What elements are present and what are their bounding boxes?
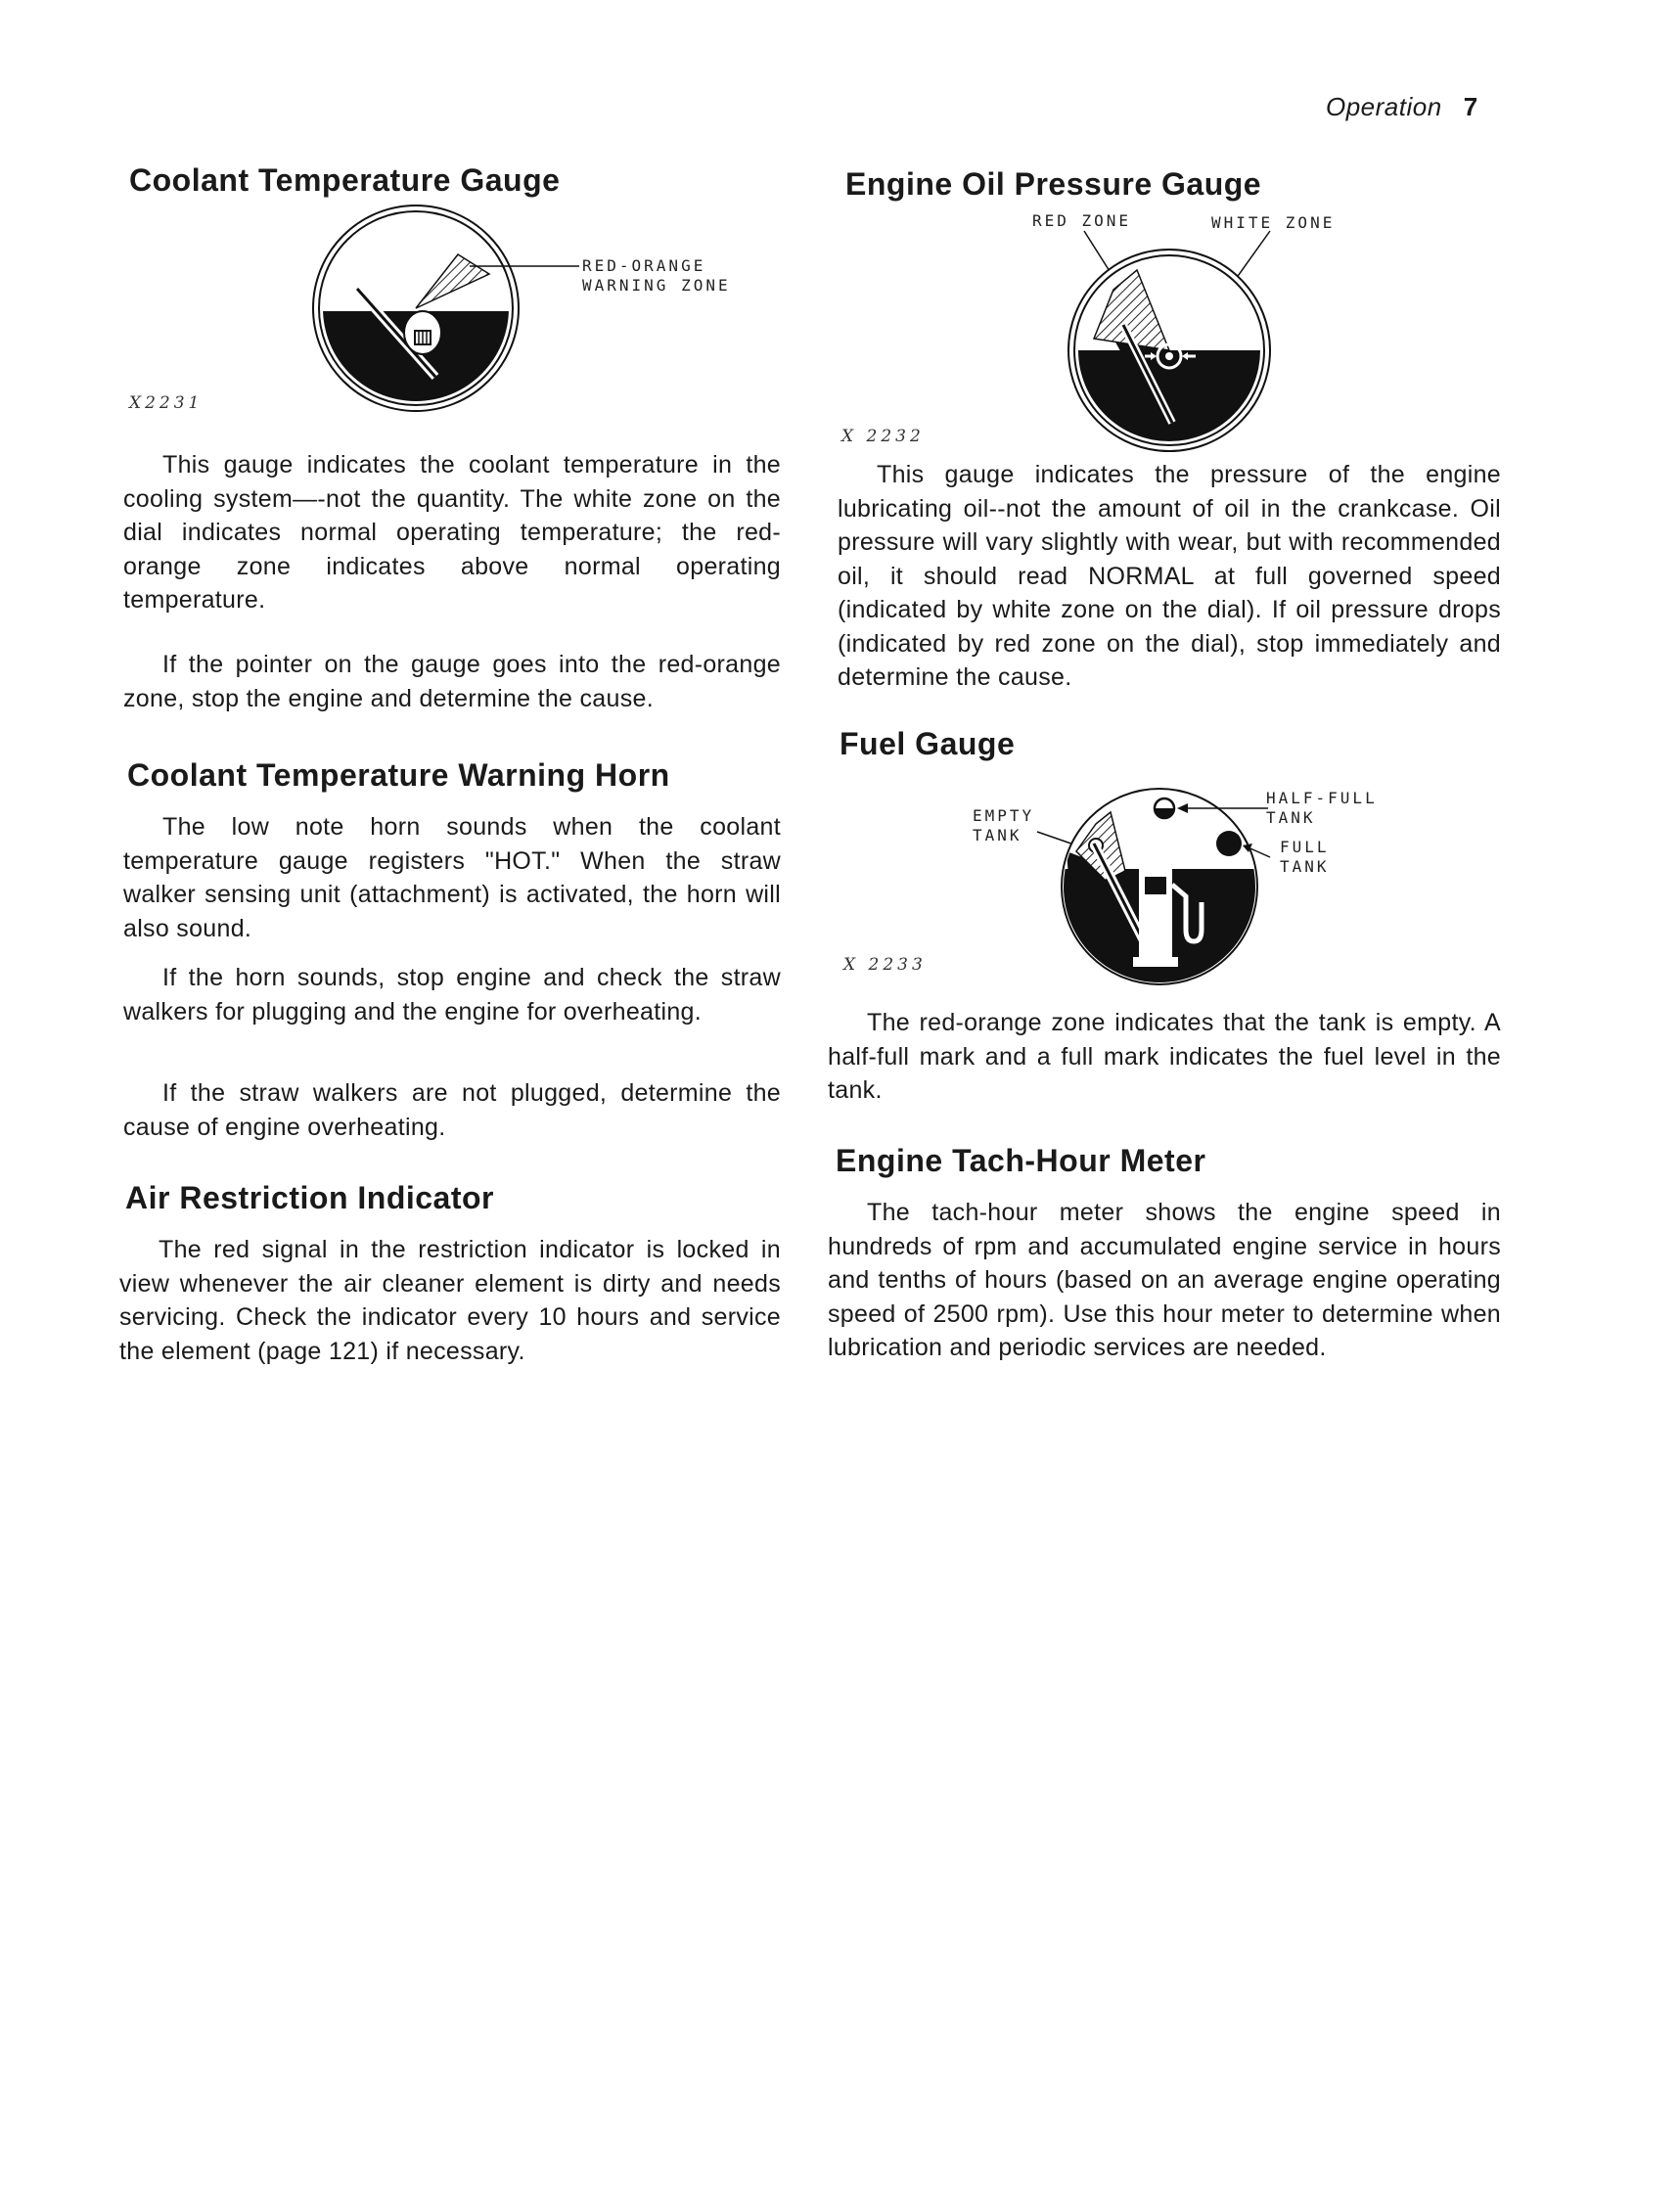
warning-horn-paragraph-3: If the straw walkers are not plugged, determine the cause of engine overheating. xyxy=(123,1079,781,1141)
coolant-gauge-figure xyxy=(313,205,744,431)
coolant-gauge-label: RED-ORANGE WARNING ZONE xyxy=(582,256,731,295)
oil-pressure-gauge-figure xyxy=(1067,231,1282,456)
oil-figure-code: X 2232 xyxy=(841,427,925,446)
air-restriction-paragraph-1: The red signal in the restriction indicator is locked in view whenever the air cleaner element is dirty and needs servicing. Check the indicator every 10 hours and service the element (page 121) if necessary. xyxy=(119,1236,781,1365)
fuel-empty-label: EMPTY TANK xyxy=(973,806,1035,844)
oil-pressure-paragraph-1: This gauge indicates the pressure of the engine lubricating oil--not the amount of oil in the crankcase. Oil pressure will vary slightly with wear, but with recommended oil, it should read NORMAL at full governed speed (indicated by white zone on the dial). If oil pressure drops (indicated by red zone on the dial), stop immediately and determine the cause. xyxy=(838,461,1501,691)
fuel-half-label: HALF-FULL TANK xyxy=(1266,789,1378,827)
running-head-section: Operation xyxy=(1326,92,1442,121)
coolant-figure-code: X2231 xyxy=(129,393,204,413)
fuel-gauge-paragraph-1: The red-orange zone indicates that the tank is empty. A half-full mark and a full mark indicates the fuel level in the tank. xyxy=(828,1009,1501,1104)
tach-hour-paragraph-1: The tach-hour meter shows the engine speed in hundreds of rpm and accumulated engine service in hours and tenths of hours (based on an average engine operating speed of 2500 rpm). Use this hour meter to determine when lubrication and periodic services are needed. xyxy=(828,1199,1501,1361)
warning-horn-paragraph-2: If the horn sounds, stop engine and check the straw walkers for plugging and the engine for overheating. xyxy=(123,964,781,1026)
fuel-gauge-heading: Fuel Gauge xyxy=(840,726,1016,761)
coolant-gauge-paragraph-1: This gauge indicates the coolant temperature in the cooling system—-not the quantity. The white zone on the dial indicates normal operating temperature; the red-orange zone indicates above normal operating temperature. xyxy=(123,451,781,614)
warning-horn-paragraph-1: The low note horn sounds when the coolant temperature gauge registers "HOT." When the straw walker sensing unit (attachment) is activated, the horn will also sound. xyxy=(123,813,781,942)
running-head xyxy=(1326,92,1478,122)
oil-white-zone-label: WHITE ZONE xyxy=(1211,213,1336,232)
coolant-gauge-paragraph-2: If the pointer on the gauge goes into the red-orange zone, stop the engine and determine the cause. xyxy=(123,651,781,712)
warning-horn-heading: Coolant Temperature Warning Horn xyxy=(127,757,670,793)
fuel-full-label: FULL TANK xyxy=(1280,838,1330,876)
air-restriction-heading: Air Restriction Indicator xyxy=(125,1180,494,1215)
fuel-gauge-figure xyxy=(1037,783,1282,988)
oil-red-zone-label: RED ZONE xyxy=(1032,211,1132,230)
page-number: 7 xyxy=(1463,92,1478,121)
oil-pressure-heading: Engine Oil Pressure Gauge xyxy=(845,166,1262,202)
tach-hour-heading: Engine Tach-Hour Meter xyxy=(836,1143,1206,1178)
fuel-figure-code: X 2233 xyxy=(843,955,927,975)
coolant-gauge-heading: Coolant Temperature Gauge xyxy=(129,162,561,198)
